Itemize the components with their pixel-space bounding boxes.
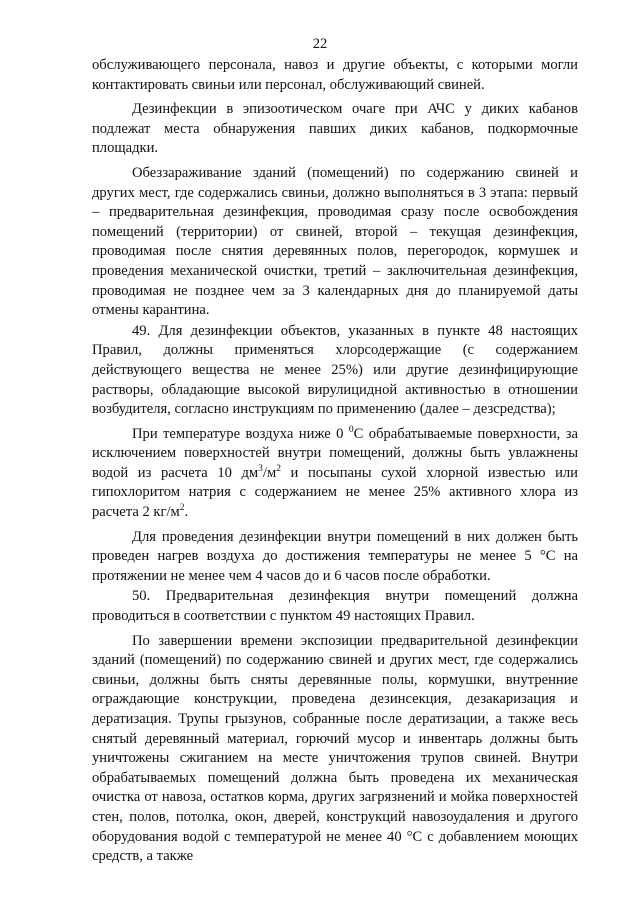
paragraph-continuation: обслуживающего персонала, навоз и другие объекты, с которыми могли контактировать свиньи или персонал, обслуживающий свиней. [92,57,578,93]
text-segment: . [184,504,189,521]
paragraph-after-exposure: По завершении времени экспозиции предварительной дезинфекции зданий (помещений) по содержанию свиней и других мест, где содержались свиньи, должны быть сняты деревянные полы, кормушки, внутренние ограждающие конструкции, проведена дезинсекция, дезакаризация и дератизация. Трупы грызунов, собранные после дератизации, а также весь снятый деревянный материал, горючий мусор и инвентарь должны быть уничтожены сжиганием на месте уничтожения трупов свиней. Внутри обрабатываемых помещений должна быть проведена их механическая очистка от навоза, остатков корма, других загрязнений и мойка поверхностей стен, полов, потолка, окон, дверей, конструкций навозоудаления и другого оборудования водой с температурой не менее 40 °С с добавлением моющих средств, а также [92,632,578,865]
paragraph-clause-49: 49. Для дезинфекции объектов, указанных в пункте 48 настоящих Правил, должны применяться хлорсодержащие (с содержанием действующего вещества не менее 25%) или другие дезинфицирующие растворы, обладающие высокой вирулицидной активностью в отношении возбудителя, согласно инструкциям по применению (далее – дезсредства); [92,322,578,418]
text-segment: и посыпаны сухой хлорной известью или гипохлоритом натрия с содержанием не менее 25% активного хлора из расчета 2 кг/м [92,464,578,521]
superscript-square: 2 [276,464,281,475]
text-segment: С обрабатываемые поверхности, за исключением поверхностей внутри помещений, должны быть увлажнены водой из расчета 10 дм [92,425,578,481]
paragraph-clause-50: 50. Предварительная дезинфекция внутри помещений должна проводиться в соответствии с пунктом 49 настоящих Правил. [92,588,578,625]
superscript-square: 2 [179,503,185,514]
paragraph-indoor-heating: Для проведения дезинфекции внутри помещений в них должен быть проведен нагрев воздуха до достижения температуры не менее 5 °С на протяжении не менее чем 4 часов до и 6 часов после обработки. [92,528,578,584]
paragraph-wild-boar-disinfection: Дезинфекции в эпизоотическом очаге при АЧС у диких кабанов подлежат места обнаружения павших диких кабанов, подкормочные площадки. [92,101,578,157]
document-body [92,56,578,867]
superscript-degree: 0 [348,424,354,435]
superscript-cubic: 3 [258,464,263,475]
page-number: 22 [312,36,328,52]
paragraph-three-stage-disinfection: Обеззараживание зданий (помещений) по содержанию свиней и других мест, где содержались свиньи, должно выполняться в 3 этапа: первый – предварительная дезинфекция, проводимая сразу после освобождения помещений (территории) от свиней, второй – текущая дезинфекция, проводимая после снятия деревянных полов, перегородок, кормушек и проведения механической очистки, третий – заключительная дезинфекция, проводимая не позднее чем за 3 календарных дня до планируемой даты отмены карантина. [92,164,578,319]
text-segment: При температуре воздуха ниже 0 [132,425,349,442]
paragraph-low-temperature-treatment [92,425,578,523]
text-segment: /м [262,464,277,481]
